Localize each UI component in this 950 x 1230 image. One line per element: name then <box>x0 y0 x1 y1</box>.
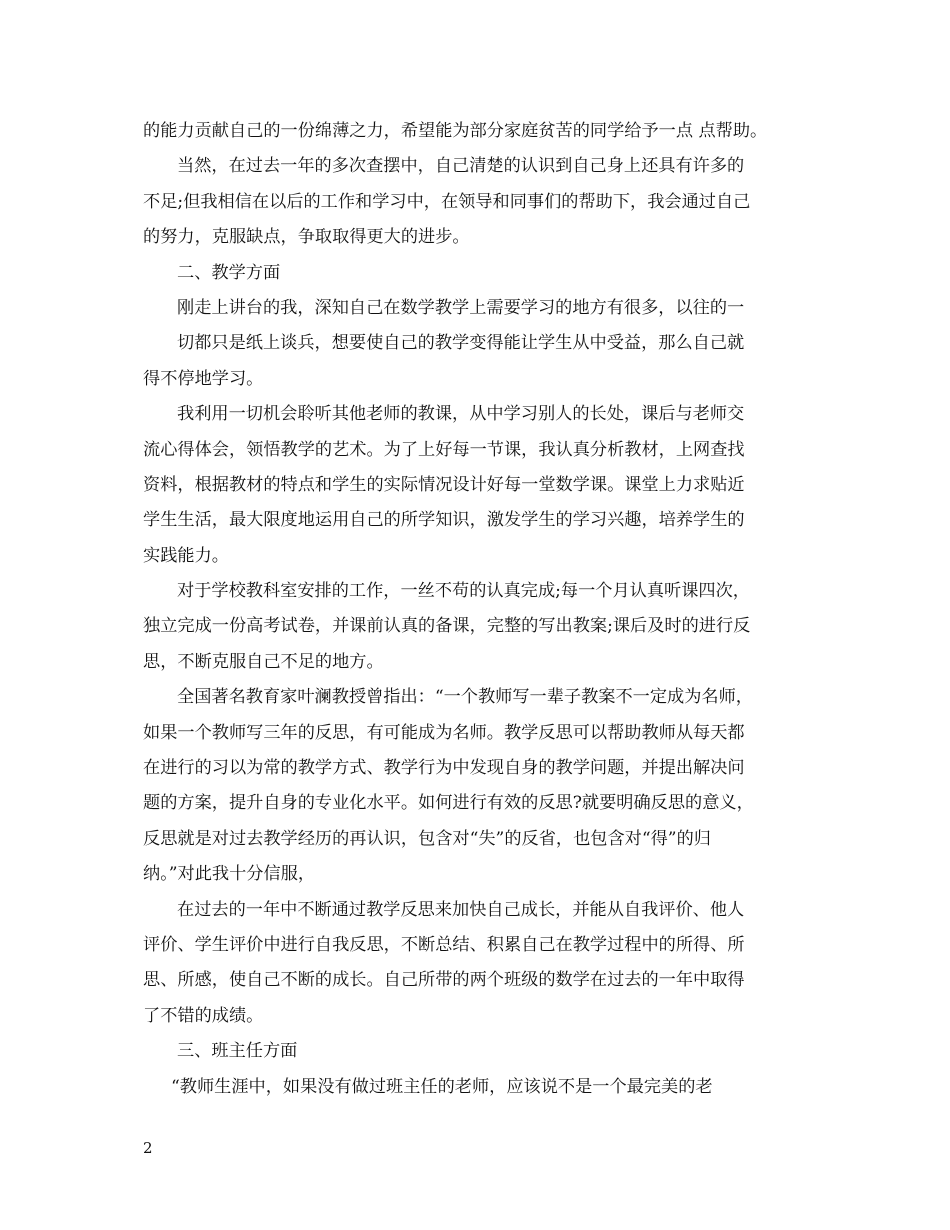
text-line: 的能力贡献自己的一份绵薄之力，希望能为部分家庭贫苦的同学给予一点 点帮助。 <box>143 121 768 141</box>
paragraph-start-line: 当然，在过去一年的多次查摆中，自己清楚的认识到自己身上还具有许多的 <box>177 156 745 177</box>
text-line: 题的方案，提升自身的专业化水平。如何进行有效的反思?就要明确反思的意义， <box>143 793 754 814</box>
text-line: 了不错的成绩。 <box>143 1005 264 1026</box>
text-line: 的努力，克服缺点，争取取得更大的进步。 <box>143 227 470 248</box>
text-line: 切都只是纸上谈兵，想要使自己的教学变得能让学生从中受益，那么自己就 <box>177 333 745 354</box>
text-line: 实践能力。 <box>143 545 229 566</box>
paragraph-start-line: 我利用一切机会聆听其他老师的教课，从中学习别人的长处，课后与老师交 <box>177 404 745 425</box>
paragraph-start-line: 在过去的一年中不断通过教学反思来加快自己成长，并能从自我评价、他人 <box>177 899 745 920</box>
text-line: 学生生活，最大限度地运用自己的所学知识，激发学生的学习兴趣，培养学生的 <box>143 510 745 531</box>
text-line: 如果一个教师写三年的反思，有可能成为名师。教学反思可以帮助教师从每天都 <box>143 722 745 743</box>
paragraph-start-line: 刚走上讲台的我，深知自己在数学教学上需要学习的地方有很多，以往的一 <box>177 297 745 318</box>
page-number: 2 <box>143 1139 153 1157</box>
text-line: 不足;但我相信在以后的工作和学习中，在领导和同事们的帮助下，我会通过自己 <box>143 191 751 212</box>
text-line: 思、所感，使自己不断的成长。自己所带的两个班级的数学在过去的一年中取得 <box>143 970 745 991</box>
text-line: 思，不断克服自己不足的地方。 <box>143 651 384 672</box>
text-line: 流心得体会，领悟教学的艺术。为了上好每一节课，我认真分析教材，上网查找 <box>143 439 745 460</box>
document-body <box>143 114 823 1105</box>
text-line: 纳。”对此我十分信服， <box>143 864 316 885</box>
section-heading-teaching: 二、教学方面 <box>177 262 281 283</box>
paragraph-start-line: 对于学校教科室安排的工作，一丝不苟的认真完成;每一个月认真听课四次， <box>177 581 750 602</box>
text-line: 反思就是对过去教学经历的再认识，包含对“失”的反省，也包含对“得”的归 <box>143 828 711 849</box>
text-line: 独立完成一份高考试卷，并课前认真的备课，完整的写出教案;课后及时的进行反 <box>143 616 751 637</box>
paragraph-start-line: 全国著名教育家叶澜教授曾指出：“一个教师写一辈子教案不一定成为名师， <box>177 687 753 708</box>
section-heading-class-teacher: 三、班主任方面 <box>177 1041 298 1062</box>
paragraph-start-line: “教师生涯中，如果没有做过班主任的老师，应该说不是一个最完美的老 <box>171 1076 713 1097</box>
text-line: 得不停地学习。 <box>143 368 264 389</box>
text-line: 评价、学生评价中进行自我反思，不断总结、积累自己在教学过程中的所得、所 <box>143 934 745 955</box>
text-line: 资料，根据教材的特点和学生的实际情况设计好每一堂数学课。课堂上力求贴近 <box>143 474 745 495</box>
text-line: 在进行的习以为常的教学方式、教学行为中发现自身的教学问题，并提出解决问 <box>143 758 745 779</box>
